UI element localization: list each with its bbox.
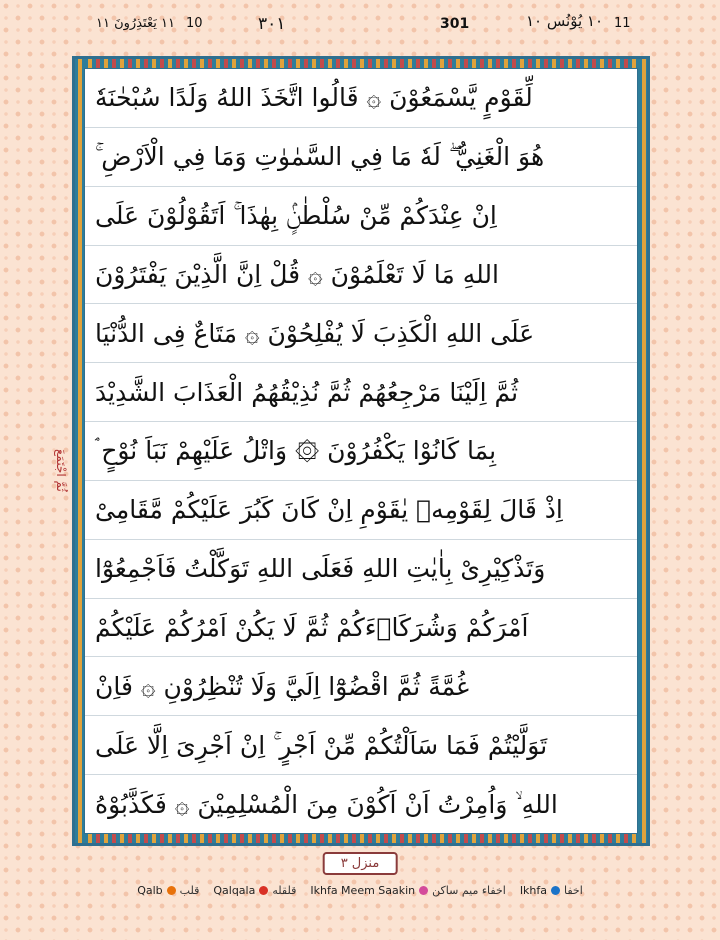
legend-label-arabic: قلب [179, 884, 200, 897]
ayah-line [85, 304, 637, 363]
ayah-line-text: اَمْرَكُمْ وَشُرَكَاۤءَكُمْ ثُمَّ لَا يَكُنْ اَمْرُكُمْ عَلَيْكُمْ [95, 613, 529, 643]
manzil-badge: منزل ٣ [323, 852, 398, 875]
legend-color-dot [419, 886, 428, 895]
ayah-line-text: ثُمَّ اِلَيْنَا مَرْجِعُهُمْ ثُمَّ نُذِيْقُهُمُ الْعَذَابَ الشَّدِيْدَ [95, 377, 519, 407]
ayah-line [85, 481, 637, 540]
ayah-line [85, 363, 637, 422]
ayah-line-text: بِمَا كَانُوْا يَكْفُرُوْنَ ۞ وَاتْلُ عَلَيْهِمْ نَبَاَ نُوْحٍ ۘ [95, 436, 497, 466]
header-page-number: 301 [440, 16, 470, 32]
tajweed-legend [0, 884, 720, 897]
header-juz-arabic: ١١ يَعْتَذِرُونَ ١١ [96, 16, 175, 31]
ayah-line [85, 187, 637, 246]
ayah-line [85, 540, 637, 599]
legend-label-english: Ikhfa Meem Saakin [310, 884, 416, 897]
ayah-line [85, 69, 637, 128]
ayah-line [85, 599, 637, 658]
legend-item [137, 884, 199, 897]
ayah-line [85, 128, 637, 187]
ayah-lines-container [85, 69, 637, 833]
ayah-line-text: لِّقَوْمٍ يَّسْمَعُوْنَ ۞ قَالُوا اتَّخَذَ اللهُ وَلَدًا سُبْحٰنَهٗ [95, 83, 533, 113]
ayah-line-text: اِذْ قَالَ لِقَوْمِهٖ يٰقَوْمِ اِنْ كَانَ كَبُرَ عَلَيْكُمْ مَّقَامِىْ [95, 495, 563, 525]
page-header [0, 14, 720, 48]
legend-color-dot [259, 886, 268, 895]
ayah-line-text: وَتَذْكِيْرِىْ بِاٰيٰتِ اللهِ فَعَلَى اللهِ تَوَكَّلْتُ فَاَجْمِعُوْٓا [95, 554, 546, 584]
ayah-line-text: عَلَى اللهِ الْكَذِبَ لَا يُفْلِحُوْنَ ۞ مَتَاعٌ فِى الدُّنْيَا [95, 318, 535, 348]
ayah-line [85, 422, 637, 481]
ayah-line [85, 246, 637, 305]
ayah-line-text: غُمَّةً ثُمَّ اقْضُوْٓا اِلَيَّ وَلَا تُنْظِرُوْنِ ۞ فَاِنْ [95, 671, 470, 701]
ayah-line-text: تَوَلَّيْتُمْ فَمَا سَاَلْتُكُمْ مِّنْ اَجْرٍ ۚ اِنْ اَجْرِىَ اِلَّا عَلَى [95, 730, 548, 760]
legend-label-english: Qalqala [213, 884, 256, 897]
header-surah-name-arabic: ١٠ يُوْنُس ١٠ [526, 12, 604, 30]
header-juz-number: 11 [614, 16, 631, 31]
legend-label-english: Qalb [137, 884, 163, 897]
header-surah-number-left: 10 [186, 16, 203, 31]
quran-text-area [84, 68, 638, 834]
legend-label-arabic: اخفاء میم ساکن [432, 884, 506, 897]
legend-item [213, 884, 296, 897]
ayah-line [85, 657, 637, 716]
legend-color-dot [167, 886, 176, 895]
header-page-number-arabic: ٣٠١ [258, 14, 286, 34]
ayah-line [85, 775, 637, 833]
ayah-line-text: اللهِ مَا لَا تَعْلَمُوْنَ ۞ قُلْ اِنَّ الَّذِيْنَ يَفْتَرُوْنَ [95, 259, 499, 289]
ruku-side-marker: ثُمَّ اجْتَمَعَ [54, 448, 68, 492]
legend-item [310, 884, 505, 897]
ayah-line-text: هُوَ الْغَنِيُّ ۖ لَهٗ مَا فِي السَّمٰوٰتِ وَمَا فِي الْاَرْضِ ۚ [95, 142, 545, 172]
ayah-line-text: اللهِ ۙ وَاُمِرْتُ اَنْ اَكُوْنَ مِنَ الْمُسْلِمِيْنَ ۞ فَكَذَّبُوْهُ [95, 789, 558, 819]
legend-item [520, 884, 583, 897]
legend-label-arabic: اخفا [564, 884, 583, 897]
legend-label-arabic: قلقله [272, 884, 297, 897]
ayah-line-text: اِنْ عِنْدَكُمْ مِّنْ سُلْطٰنٍۢ بِهٰذَا ۚ اَتَقُوْلُوْنَ عَلَى [95, 201, 497, 231]
quran-text-frame [72, 56, 650, 846]
legend-color-dot [551, 886, 560, 895]
ayah-line [85, 716, 637, 775]
legend-label-english: Ikhfa [519, 884, 548, 897]
